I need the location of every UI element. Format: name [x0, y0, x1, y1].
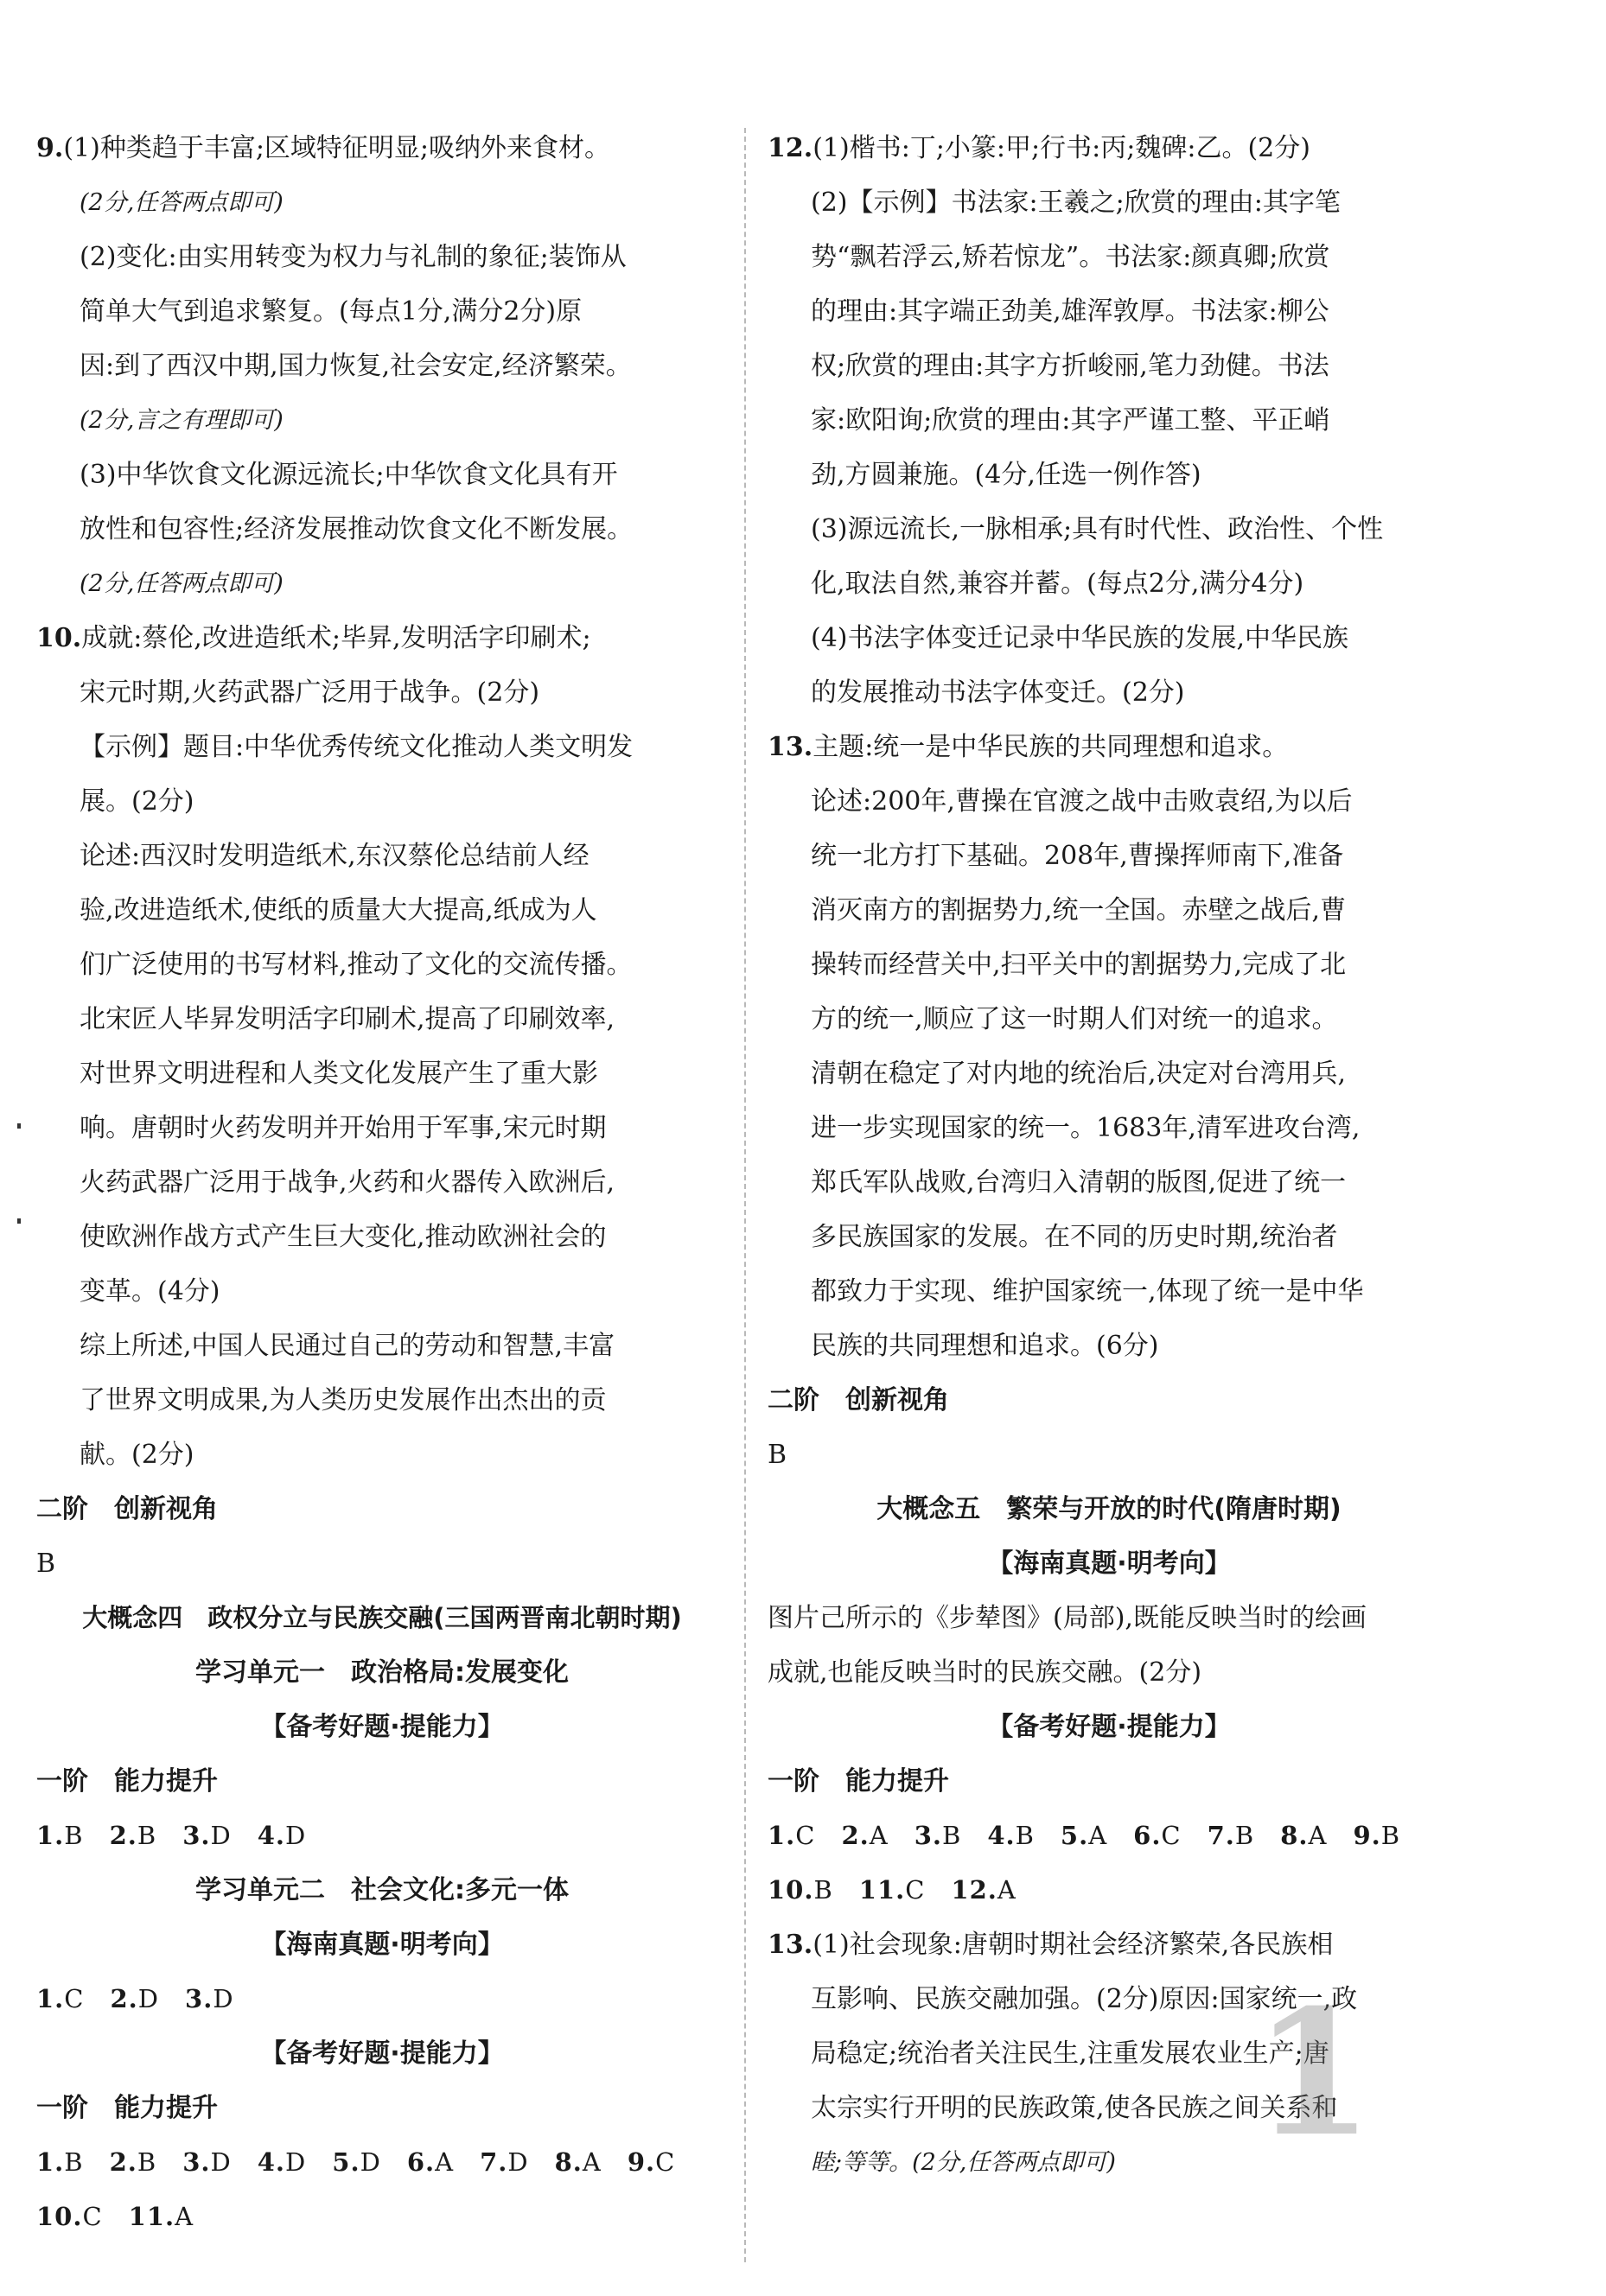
- q10-line-7: 们广泛使用的书写材料,推动了文化的交流传播。: [80, 950, 633, 980]
- choice-answer: [1061, 1821, 1107, 1850]
- q13-line-10: 多民族国家的发展。在不同的历史时期,统治者: [811, 1222, 1338, 1252]
- choice-number: 4.: [987, 1821, 1016, 1850]
- choice-letter: B: [1234, 1821, 1255, 1850]
- page-number: 1: [1253, 1972, 1374, 2175]
- choice-letter: B: [1015, 1821, 1035, 1850]
- q10-line-12: 使欧洲作战方式产生巨大变化,推动欧洲社会的: [80, 1222, 607, 1252]
- choice-number: 6.: [406, 2147, 436, 2177]
- q10-line-4: 展。(2分): [80, 786, 194, 817]
- q9-line-9: (2分,任答两点即可): [80, 570, 284, 597]
- choice-number: 10.: [768, 1875, 814, 1905]
- q13b-line-2: 互影响、民族交融加强。(2分)原因:国家统一,政: [811, 1984, 1358, 2014]
- question-number: 13.: [768, 1930, 813, 1960]
- q12-line-3: 势“飘若浮云,矫若惊龙”。书法家:颜真卿;欣赏: [811, 242, 1330, 272]
- choice-letter: C: [795, 1821, 816, 1850]
- choice-answer: [36, 1821, 84, 1850]
- hainan-line-2: 成就,也能反映当时的民族交融。(2分): [768, 1657, 1202, 1688]
- choice-number: 2.: [841, 1821, 870, 1850]
- answer-row: [36, 1972, 728, 2026]
- choice-letter: A: [175, 2202, 194, 2231]
- q9-line-5: 因:到了西汉中期,国力恢复,社会安定,经济繁荣。: [80, 351, 632, 381]
- q9-line-8: 放性和包容性;经济发展推动饮食文化不断发展。: [80, 514, 634, 544]
- choice-number: 10.: [36, 2202, 83, 2231]
- q13-line-4: 消灭南方的割据势力,统一全国。赤壁之战后,曹: [811, 895, 1347, 925]
- choice-number: 8.: [1280, 1821, 1309, 1850]
- question-number: 10.: [36, 623, 82, 653]
- q10-line-11: 火药武器广泛用于战争,火药和火器传入欧洲后,: [80, 1167, 615, 1198]
- margin-mark: [17, 1123, 21, 1129]
- q13b-line-4: 太宗实行开明的民族政策,使各民族之间关系和: [811, 2093, 1338, 2123]
- q13b-line-1: [768, 1918, 1450, 1972]
- answer-text: (1)楷书:丁;小篆:甲;行书:丙;魏碑:乙。(2分): [813, 133, 1310, 163]
- answer-text: 主题:统一是中华民族的共同理想和追求。: [813, 732, 1289, 762]
- choice-answer: [182, 2147, 232, 2177]
- choice-answer: [129, 2202, 194, 2231]
- answer-text: (1)种类趋于丰富;区域特征明显;吸纳外来食材。: [63, 133, 611, 163]
- question-number: 12.: [768, 133, 813, 163]
- choice-answer: [768, 1821, 815, 1850]
- q13-line-11: 都致力于实现、维护国家统一,体现了统一是中华: [811, 1276, 1364, 1307]
- choice-letter: C: [82, 2202, 103, 2231]
- stage-heading: 一阶 能力提升: [36, 1766, 218, 1797]
- choice-answer: [36, 1984, 84, 2013]
- choice-letter: D: [285, 2147, 307, 2177]
- choice-letter: B: [942, 1821, 962, 1850]
- question-number: 13.: [768, 732, 813, 762]
- answer-row: [768, 1863, 1450, 1918]
- margin-mark: [17, 1218, 21, 1224]
- choice-letter: D: [213, 1984, 234, 2013]
- stage-heading: 二阶 创新视角: [768, 1385, 949, 1415]
- stage-answer: B: [768, 1440, 787, 1470]
- answer-text: 成就:蔡伦,改进造纸术;毕昇,发明活字印刷术;: [81, 623, 591, 653]
- choice-answer: [407, 2147, 454, 2177]
- q10-line-8: 北宋匠人毕昇发明活字印刷术,提高了印刷效率,: [80, 1004, 615, 1034]
- choice-number: 2.: [109, 2147, 137, 2177]
- choice-answer: [36, 2202, 103, 2231]
- answer-text: (1)社会现象:唐朝时期社会经济繁荣,各民族相: [813, 1930, 1334, 1960]
- choice-letter: D: [285, 1821, 307, 1850]
- choice-letter: A: [435, 2147, 455, 2177]
- q9-line-1: [36, 121, 728, 175]
- choice-answer: [332, 2147, 381, 2177]
- choice-answer: [951, 1875, 1016, 1905]
- q12-line-2: (2)【示例】书法家:王羲之;欣赏的理由:其字笔: [811, 188, 1341, 218]
- choice-letter: A: [582, 2147, 602, 2177]
- question-number: 9.: [36, 133, 64, 163]
- choice-answer: [1208, 1821, 1255, 1850]
- q10-line-15: 了世界文明成果,为人类历史发展作出杰出的贡: [80, 1385, 607, 1415]
- choice-number: 12.: [951, 1875, 997, 1905]
- q13-line-2: 论述:200年,曹操在官渡之战中击败袁绍,为以后: [811, 786, 1353, 817]
- choice-letter: A: [869, 1821, 889, 1850]
- q13-line-5: 操转而经营关中,扫平关中的割据势力,完成了北: [811, 950, 1347, 980]
- q12-line-7: 劲,方圆兼施。(4分,任选一例作答): [811, 460, 1201, 490]
- choice-answer: [1133, 1821, 1181, 1850]
- q10-line-14: 综上所述,中国人民通过自己的劳动和智慧,丰富: [80, 1331, 615, 1361]
- choice-answer: [258, 2147, 307, 2177]
- choice-answer: [628, 2147, 675, 2177]
- q13-line-7: 清朝在稳定了对内地的统治后,决定对台湾用兵,: [811, 1059, 1347, 1089]
- choice-letter: C: [64, 1984, 85, 2013]
- section-tag: 【海南真题·明考向】: [987, 1549, 1231, 1579]
- choice-letter: D: [210, 2147, 232, 2177]
- answer-row: [36, 1809, 728, 1863]
- answer-row: [768, 1809, 1450, 1863]
- q12-line-4: 的理由:其字端正劲美,雄浑敦厚。书法家:柳公: [811, 296, 1329, 327]
- choice-letter: B: [137, 1821, 157, 1850]
- q10-line-10: 响。唐朝时火药发明并开始用于军事,宋元时期: [80, 1113, 607, 1143]
- q10-line-13: 变革。(4分): [80, 1276, 220, 1307]
- choice-letter: B: [1380, 1821, 1401, 1850]
- choice-number: 8.: [554, 2147, 583, 2177]
- q10-line-3: 【示例】题目:中华优秀传统文化推动人类文明发: [80, 732, 634, 762]
- choice-letter: D: [210, 1821, 232, 1850]
- choice-number: 7.: [1207, 1821, 1235, 1850]
- choice-number: 3.: [914, 1821, 942, 1850]
- choice-number: 9.: [627, 2147, 656, 2177]
- choice-answer: [258, 1821, 307, 1850]
- concept-heading: 大概念四 政权分立与民族交融(三国两晋南北朝时期): [82, 1603, 682, 1632]
- choice-number: 11.: [858, 1875, 906, 1905]
- choice-number: 1.: [36, 1821, 65, 1850]
- choice-number: 3.: [182, 2147, 211, 2177]
- stage-heading: 一阶 能力提升: [36, 2093, 218, 2123]
- q13-line-8: 进一步实现国家的统一。1683年,清军进攻台湾,: [811, 1113, 1361, 1143]
- choice-letter: C: [655, 2147, 676, 2177]
- choice-number: 1.: [36, 2147, 65, 2177]
- stage-heading: 一阶 能力提升: [768, 1766, 949, 1797]
- q9-line-7: (3)中华饮食文化源远流长;中华饮食文化具有开: [80, 460, 618, 490]
- choice-letter: C: [1161, 1821, 1182, 1850]
- choice-number: 4.: [257, 1821, 286, 1850]
- choice-letter: A: [997, 1875, 1016, 1905]
- q12-line-1: [768, 121, 1450, 175]
- choice-answer: [915, 1821, 962, 1850]
- q13b-line-5: 睦;等等。(2分,任答两点即可): [811, 2149, 1116, 2176]
- q9-line-2: (2分,任答两点即可): [80, 189, 284, 216]
- choice-number: 4.: [257, 2147, 286, 2177]
- choice-letter: B: [137, 2147, 157, 2177]
- column-divider: [744, 128, 746, 2262]
- section-tag: 【备考好题·提能力】: [260, 1712, 504, 1742]
- q12-line-10: (4)书法字体变迁记录中华民族的发展,中华民族: [811, 623, 1349, 653]
- q13-line-12: 民族的共同理想和追求。(6分): [811, 1331, 1159, 1361]
- choice-letter: B: [64, 2147, 84, 2177]
- choice-letter: B: [64, 1821, 84, 1850]
- choice-answer: [1280, 1821, 1327, 1850]
- choice-number: 5.: [1060, 1821, 1089, 1850]
- section-tag: 【备考好题·提能力】: [260, 2038, 504, 2069]
- q12-line-5: 权;欣赏的理由:其字方折峻丽,笔力劲健。书法: [811, 351, 1329, 381]
- choice-number: 5.: [332, 2147, 360, 2177]
- stage-heading: 二阶 创新视角: [36, 1494, 218, 1524]
- q10-line-16: 献。(2分): [80, 1440, 194, 1470]
- stage-answer: B: [36, 1549, 56, 1579]
- choice-answer: [185, 1984, 234, 2013]
- choice-answer: [987, 1821, 1035, 1850]
- choice-number: 3.: [185, 1984, 213, 2013]
- answer-row: [36, 2190, 728, 2244]
- q10-line-5: 论述:西汉时发明造纸术,东汉蔡伦总结前人经: [80, 841, 590, 871]
- choice-number: 7.: [480, 2147, 508, 2177]
- choice-number: 6.: [1133, 1821, 1162, 1850]
- answer-row: [36, 2135, 728, 2190]
- section-tag: 【海南真题·明考向】: [260, 1930, 504, 1960]
- choice-answer: [110, 1984, 159, 2013]
- q9-line-6: (2分,言之有理即可): [80, 407, 284, 434]
- choice-answer: [36, 2147, 84, 2177]
- left-column: [36, 121, 728, 2244]
- concept-heading: 大概念五 繁荣与开放的时代(隋唐时期): [876, 1494, 1342, 1524]
- q10-line-2: 宋元时期,火药武器广泛用于战争。(2分): [80, 677, 540, 708]
- choice-number: 1.: [768, 1821, 796, 1850]
- choice-letter: D: [137, 1984, 160, 2013]
- q10-line-6: 验,改进造纸术,使纸的质量大大提高,纸成为人: [80, 895, 597, 925]
- choice-letter: C: [905, 1875, 926, 1905]
- choice-answer: [182, 1821, 232, 1850]
- choice-answer: [555, 2147, 602, 2177]
- unit-heading: 学习单元一 政治格局:发展变化: [195, 1657, 569, 1688]
- choice-answer: [480, 2147, 529, 2177]
- choice-number: 3.: [182, 1821, 211, 1850]
- choice-answer: [768, 1875, 833, 1905]
- q12-line-9: 化,取法自然,兼容并蓄。(每点2分,满分4分): [811, 569, 1304, 599]
- choice-letter: B: [813, 1875, 833, 1905]
- q10-line-9: 对世界文明进程和人类文化发展产生了重大影: [80, 1059, 598, 1089]
- choice-number: 9.: [1353, 1821, 1381, 1850]
- q13-line-9: 郑氏军队战败,台湾归入清朝的版图,促进了统一: [811, 1167, 1347, 1198]
- choice-answer: [110, 1821, 157, 1850]
- choice-letter: A: [1308, 1821, 1328, 1850]
- q13-line-6: 方的统一,顺应了这一时期人们对统一的追求。: [811, 1004, 1338, 1034]
- right-column: [768, 121, 1450, 2190]
- choice-answer: [1353, 1821, 1400, 1850]
- q13-line-1: [768, 720, 1450, 774]
- choice-answer: [841, 1821, 888, 1850]
- choice-letter: A: [1088, 1821, 1108, 1850]
- q9-line-3: (2)变化:由实用转变为权力与礼制的象征;装饰从: [80, 242, 627, 272]
- hainan-line-1: 图片己所示的《步辇图》(局部),既能反映当时的绘画: [768, 1603, 1367, 1633]
- choice-answer: [859, 1875, 926, 1905]
- choice-letter: D: [507, 2147, 529, 2177]
- unit-heading: 学习单元二 社会文化:多元一体: [195, 1875, 569, 1905]
- q9-line-4: 简单大气到追求繁复。(每点1分,满分2分)原: [80, 296, 583, 327]
- choice-number: 2.: [110, 1984, 138, 2013]
- q12-line-11: 的发展推动书法字体变迁。(2分): [811, 677, 1185, 708]
- q12-line-6: 家:欧阳询;欣赏的理由:其字严谨工整、平正峭: [811, 405, 1330, 436]
- choice-letter: D: [360, 2147, 381, 2177]
- q10-line-1: [36, 611, 728, 665]
- q13b-line-3: 局稳定;统治者关注民生,注重发展农业生产;唐: [811, 2038, 1329, 2069]
- choice-number: 11.: [128, 2202, 175, 2231]
- choice-number: 1.: [36, 1984, 65, 2013]
- q12-line-8: (3)源远流长,一脉相承;具有时代性、政治性、个性: [811, 514, 1384, 544]
- choice-number: 2.: [109, 1821, 137, 1850]
- q13-line-3: 统一北方打下基础。208年,曹操挥师南下,准备: [811, 841, 1344, 871]
- section-tag: 【备考好题·提能力】: [987, 1712, 1231, 1742]
- choice-answer: [110, 2147, 157, 2177]
